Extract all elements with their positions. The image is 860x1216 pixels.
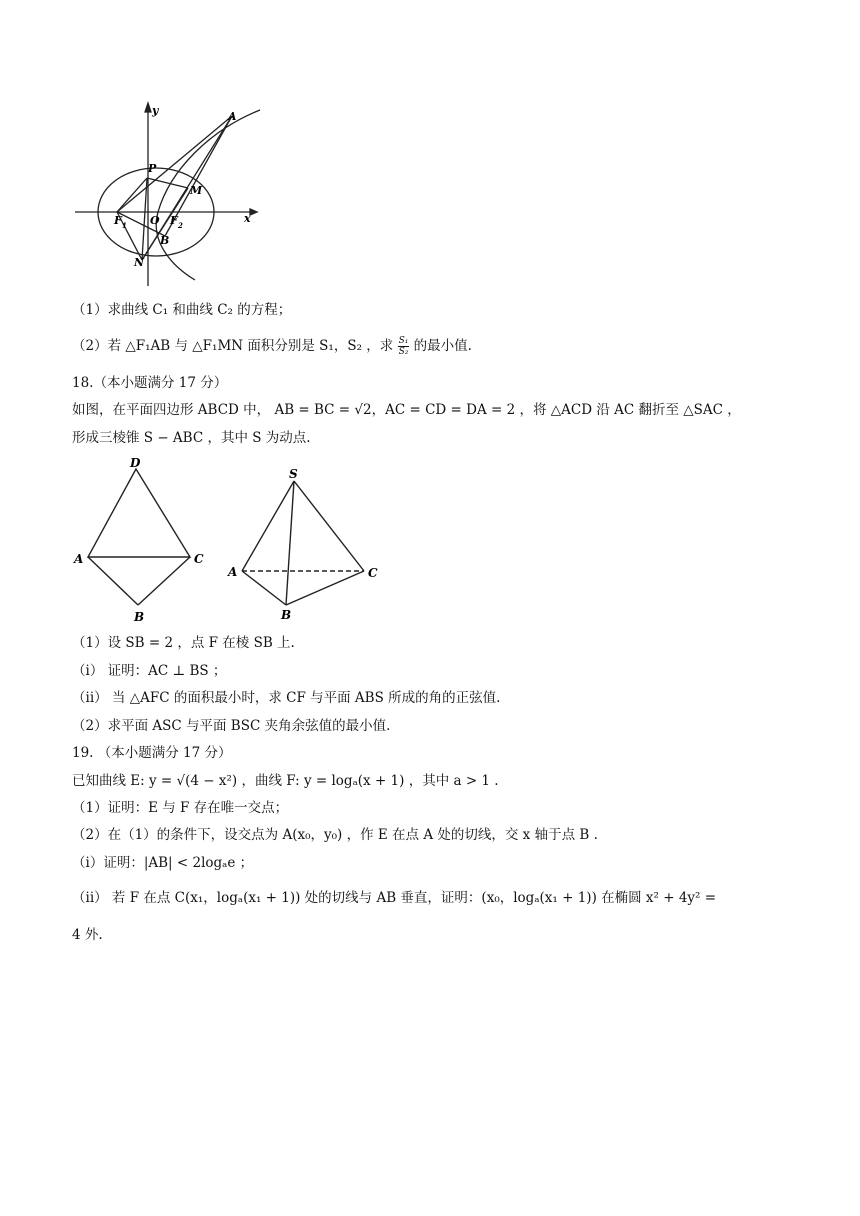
q19-stem: 已知曲线 E: y = √(4 − x²) ，曲线 F: y = logₐ(x + 1) ，其中 a > 1 . [72,773,499,789]
fig17-label-F1: F [114,214,122,227]
figure-18-quadrilateral [70,455,210,625]
q19-part2-ii: （ii） 若 F 在点 C(x₁，logₐ(x₁ + 1)) 处的切线与 AB 垂直，证明：(x₀，logₐ(x₁ + 1)) 在椭圆 x² + 4y² = [72,890,717,906]
q19-part2-i: （i）证明：|AB| < 2logₐe ； [72,855,254,871]
fig17-label-F1-sub: 1 [122,221,127,230]
fig17-label-M: M [190,184,203,197]
fig17-label-B: B [160,234,170,247]
q18-stem-line2: 形成三棱锥 S − ABC ，其中 S 为动点. [72,430,311,446]
fig17-label-x: x [244,212,251,225]
q17-part1: （1）求曲线 C₁ 和曲线 C₂ 的方程； [72,302,292,318]
figure-17-ellipse-parabola [70,100,270,290]
q17-frac-num: S₁ [398,336,409,346]
fig17-label-N: N [134,256,145,269]
q18-part1: （1）设 SB = 2 ，点 F 在棱 SB 上. [72,635,295,651]
q19-part1: （1）证明：E 与 F 存在唯一交点； [72,800,289,816]
fig17-label-F2-sub: 2 [178,221,183,230]
q17-part2-pre: （2）若 △F₁AB 与 △F₁MN 面积分别是 S₁，S₂ ，求 [72,338,398,354]
q17-part2-post: 的最小值. [409,338,472,354]
fig17-label-y: y [152,104,159,117]
fig18-label-C2: C [368,566,378,580]
figure-18-tetrahedron [224,465,389,625]
q18-part1-ii: （ii） 当 △AFC 的面积最小时，求 CF 与平面 ABS 所成的角的正弦值. [72,690,501,706]
q18-part1-i: （i） 证明：AC ⊥ BS ； [72,663,227,679]
fig18-label-B: B [134,610,145,624]
q19-part2-ii-tail: 4 外. [72,927,103,943]
q18-stem-line1: 如图，在平面四边形 ABCD 中， AB = BC = √2，AC = CD = DA = 2 ，将 △ACD 沿 AC 翻折至 △SAC ， [72,402,741,418]
q19-title: 19. （本小题满分 17 分） [72,745,232,761]
fig18-label-A: A [74,552,84,566]
q17-frac-den: S₂ [398,347,409,357]
fig17-label-F2: F [170,214,178,227]
q18-title: 18.（本小题满分 17 分） [72,375,228,391]
q17-part2 [72,336,472,357]
fig18-label-S: S [289,467,298,481]
fig17-label-A: A [228,110,237,123]
fig18-label-B2: B [281,608,292,622]
fig18-label-C: C [194,552,204,566]
q18-part2: （2）求平面 ASC 与平面 BSC 夹角余弦值的最小值. [72,718,391,734]
q19-part2: （2）在（1）的条件下，设交点为 A(x₀，y₀) ，作 E 在点 A 处的切线，交 x 轴于点 B . [72,827,598,843]
fig18-label-A2: A [228,565,238,579]
fig17-label-P: P [148,162,157,175]
q17-fraction [398,336,410,357]
fig17-label-O: O [150,214,160,227]
fig18-label-D: D [130,456,141,470]
